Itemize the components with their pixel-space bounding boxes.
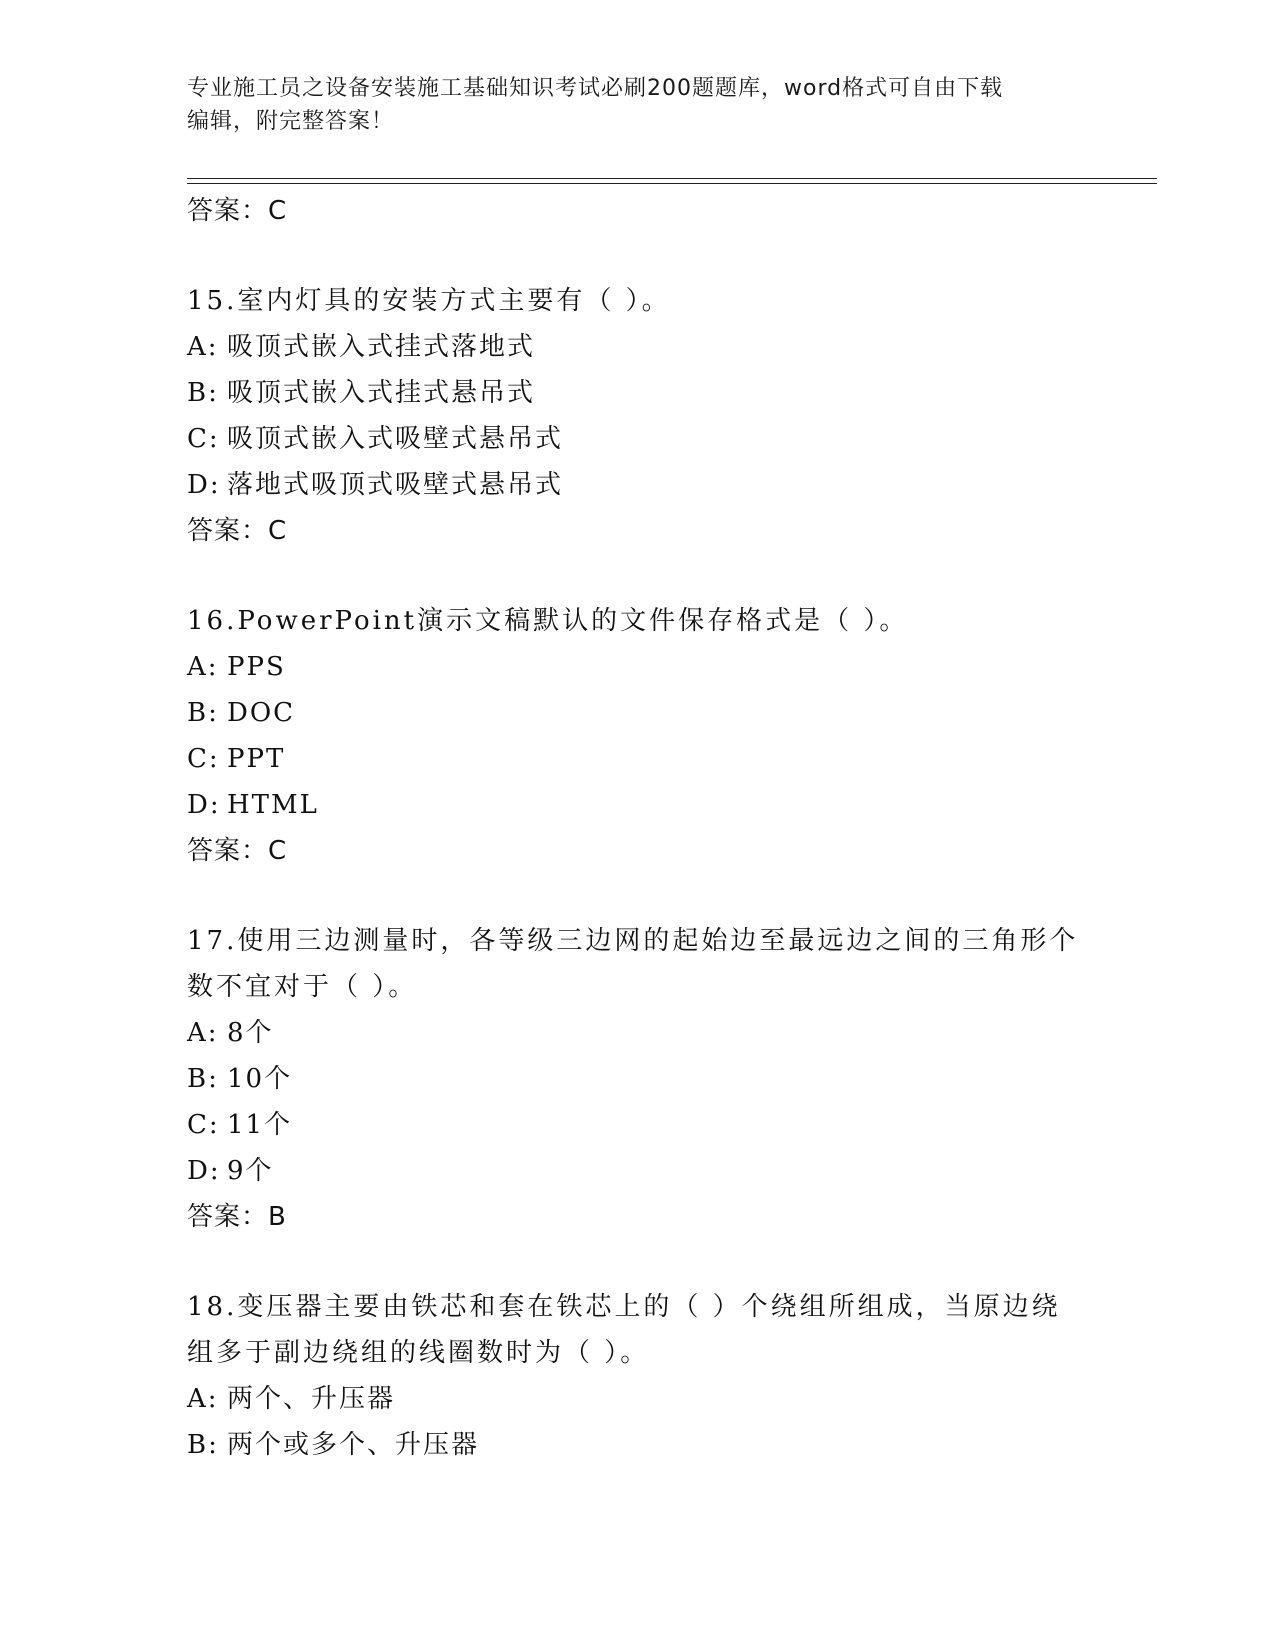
option-letter: A: [187,332,219,362]
header-line-2: 编辑，附完整答案！ [187,109,395,134]
question-text: 17.使用三边测量时，各等级三边网的起始边至最远边之间的三角形个数不宜对于（ ）。 [187,926,1079,1002]
document-body [187,188,1087,1468]
question-16 [187,598,1087,874]
option-text: 10个 [227,1064,293,1094]
option-a [187,1376,1087,1422]
question-text: 16.PowerPoint演示文稿默认的文件保存格式是（ ）。 [187,606,909,636]
option-c [187,416,1087,462]
option-text: 两个或多个、升压器 [227,1430,480,1460]
option-letter: A: [187,1384,219,1414]
option-b [187,1422,1087,1468]
option-letter: C: [187,1110,220,1140]
question-18 [187,1284,1087,1468]
option-b [187,370,1087,416]
header-line-1: 专业施工员之设备安装施工基础知识考试必刷200题题库，word格式可自由下载 [187,76,1004,101]
option-text: 吸顶式嵌入式挂式悬吊式 [227,378,536,408]
answer-line: 答案：C [187,836,288,866]
option-a [187,644,1087,690]
option-letter: C: [187,424,220,454]
option-letter: D: [187,1156,221,1186]
option-text: 8个 [227,1018,274,1048]
option-c [187,1102,1087,1148]
option-d [187,782,1087,828]
option-d [187,462,1087,508]
spacer [187,554,1087,598]
header-divider-top [187,178,1157,179]
option-letter: B: [187,1064,219,1094]
option-letter: B: [187,378,219,408]
option-text: PPT [227,744,286,774]
question-15 [187,278,1087,554]
spacer [187,234,1087,278]
spacer [187,1240,1087,1284]
option-text: 11个 [227,1110,293,1140]
option-a [187,1010,1087,1056]
option-letter: D: [187,790,221,820]
option-text: 两个、升压器 [227,1384,396,1414]
document-header [187,72,1077,138]
option-text: 9个 [227,1156,274,1186]
option-letter: A: [187,652,219,682]
option-letter: D: [187,470,221,500]
answer-line: 答案：C [187,516,288,546]
header-divider-bottom [187,183,1157,184]
option-b [187,1056,1087,1102]
option-d [187,1148,1087,1194]
question-text: 15.室内灯具的安装方式主要有（ ）。 [187,286,671,316]
option-text: PPS [227,652,286,682]
option-letter: B: [187,1430,219,1460]
option-c [187,736,1087,782]
answer-line: 答案：C [187,196,288,226]
option-text: 落地式吸顶式吸壁式悬吊式 [227,470,564,500]
question-17 [187,918,1087,1240]
option-b [187,690,1087,736]
option-letter: A: [187,1018,219,1048]
question-text: 18.变压器主要由铁芯和套在铁芯上的（ ）个绕组所组成，当原边绕组多于副边绕组的线圈数时为（ ）。 [187,1292,1061,1368]
answer-line: 答案：B [187,1202,287,1232]
option-text: 吸顶式嵌入式吸壁式悬吊式 [227,424,564,454]
option-text: DOC [227,698,296,728]
option-a [187,324,1087,370]
spacer [187,874,1087,918]
option-letter: C: [187,744,220,774]
option-letter: B: [187,698,219,728]
option-text: 吸顶式嵌入式挂式落地式 [227,332,536,362]
option-text: HTML [227,790,319,820]
